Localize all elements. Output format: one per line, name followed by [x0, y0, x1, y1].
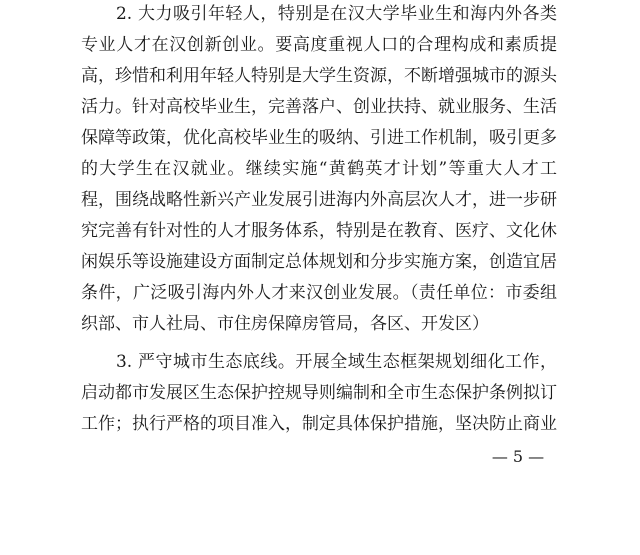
- paragraph-line: 启动都市发展区生态保护控规导则编制和全市生态保护条例拟订: [81, 383, 557, 403]
- paragraph-line: 究完善有针对性的人才服务体系，特别是在教育、医疗、文化休: [81, 221, 557, 241]
- paragraph-line: 活力。针对高校毕业生，完善落户、创业扶持、就业服务、生活: [81, 97, 557, 117]
- paragraph-line: 闲娱乐等设施建设方面制定总体规划和分步实施方案，创造宜居: [81, 252, 557, 272]
- page-number: — 5 —: [491, 447, 545, 466]
- paragraph-line: 保障等政策，优化高校毕业生的吸纳、引进工作机制，吸引更多: [81, 128, 557, 148]
- paragraph-line: 2. 大力吸引年轻人，特别是在汉大学毕业生和海内外各类: [81, 4, 557, 24]
- paragraph-line: 程，围绕战略性新兴产业发展引进海内外高层次人才，进一步研: [81, 190, 557, 210]
- paragraph-line: 条件，广泛吸引海内外人才来汉创业发展。（责任单位：市委组: [81, 283, 557, 303]
- paragraph-line: 的大学生在汉就业。继续实施“黄鹤英才计划”等重大人才工: [81, 159, 557, 179]
- paragraph-line: 织部、市人社局、市住房保障房管局，各区、开发区）: [81, 314, 489, 334]
- paragraph-line: 专业人才在汉创新创业。要高度重视人口的合理构成和素质提: [81, 35, 557, 55]
- paragraph-line: 3. 严守城市生态底线。开展全域生态框架规划细化工作，: [81, 352, 557, 372]
- paragraph-line: 工作；执行严格的项目准入，制定具体保护措施，坚决防止商业: [81, 414, 557, 434]
- paragraph-line: 高，珍惜和利用年轻人特别是大学生资源，不断增强城市的源头: [81, 66, 557, 86]
